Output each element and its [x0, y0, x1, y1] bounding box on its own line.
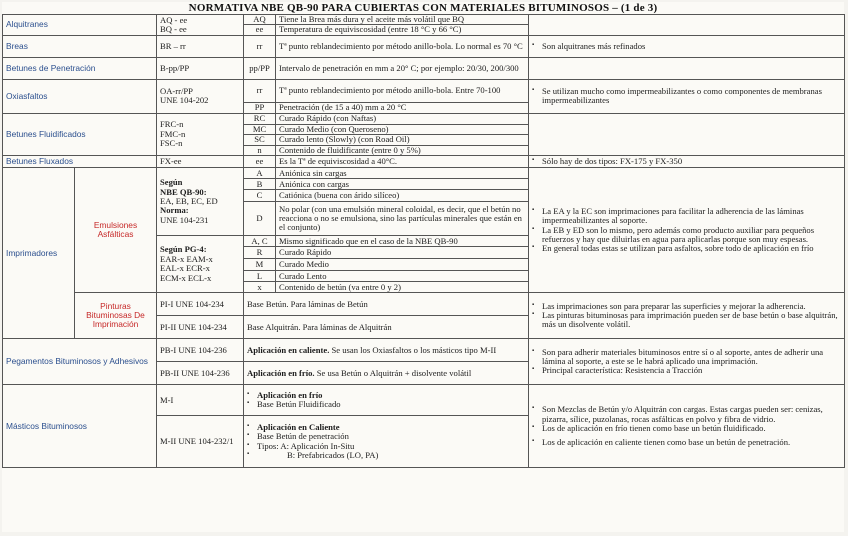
row-fluidificados — [3, 113, 845, 124]
row-betunes-penetracion — [3, 57, 845, 79]
note-item: ▪ Principal característica: Resistencia a Tracción — [532, 366, 841, 375]
description: Contenido de betún (va entre 0 y 2) — [276, 282, 529, 293]
description: Contenido de fluidificante (entre 0 y 5%) — [276, 145, 529, 155]
fluidificados-codes — [157, 113, 244, 155]
symbol: pp/PP — [244, 57, 276, 79]
label: NBE QB-90: — [160, 186, 207, 197]
label: Tipos: — [257, 440, 279, 451]
code: EAL-x ECR-x — [160, 263, 210, 274]
code: FMC-n — [160, 128, 186, 139]
note-item: ▪ Son alquitranes más refinados — [532, 42, 841, 51]
description: No polar (con una emulsión mineral coloidal, es decir, que el betún no reacciona o no se emulsiona, sino las partículas minerales que están en el conjunto) — [276, 202, 529, 236]
note-item: ▪ Se utilizan mucho como impermeabilizantes o como componentes de membranas impermeabilizantes — [532, 87, 841, 106]
list-item: ▪ Base Betún Fluidificado — [247, 400, 525, 409]
description: Curado Rápido — [276, 247, 529, 259]
symbol: SC — [244, 135, 276, 145]
note-item: ▪ La EA y la EC son imprimaciones para facilitar la adherencia de las láminas impermeabilizantes al soporte. — [532, 207, 841, 226]
description: Base Betún. Para láminas de Betún — [244, 293, 529, 316]
description — [244, 362, 529, 385]
oxiasfaltos-codes — [157, 79, 244, 113]
symbol: x — [244, 282, 276, 293]
emulsiones-pg-codes — [157, 236, 244, 293]
description: Aniónica con cargas — [276, 179, 529, 190]
notes — [529, 79, 845, 113]
category-masticos: Másticos Bituminosos — [3, 385, 157, 468]
code: EA, EB, EC, ED — [160, 196, 218, 207]
description: Tiene la Brea más dura y el aceite más volátil que BQ — [276, 15, 529, 25]
symbol: A, C — [244, 236, 276, 247]
note-item: ▪ Sólo hay de dos tipos: FX-175 y FX-350 — [532, 157, 841, 166]
category-oxiasfaltos: Oxiasfaltos — [3, 79, 157, 113]
frio-title: ▪ Aplicación en frío — [247, 391, 525, 400]
code: FRC-n — [160, 119, 184, 130]
symbol: ee — [244, 25, 276, 35]
symbol: B — [244, 179, 276, 190]
symbol: AQ — [244, 15, 276, 25]
code: M-I — [157, 385, 244, 416]
row-emulsiones-qb — [3, 168, 845, 179]
symbol: A — [244, 168, 276, 179]
subcategory-pinturas: Pinturas Bituminosas De Imprimación — [75, 293, 157, 339]
code: BR – rr — [157, 35, 244, 57]
note-item: ▪ Los de aplicación en caliente tienen como base un betún de penetración. — [532, 438, 841, 447]
notes — [529, 293, 845, 339]
description: Tª punto reblandecimiento por método anillo-bola. Entre 70-100 — [276, 79, 529, 102]
row-alquitranes — [3, 15, 845, 25]
list-item: ▪ Base Betún de penetración — [247, 432, 525, 441]
code: EAR-x EAM-x — [160, 253, 213, 264]
category-fluxados: Betunes Fluxados — [3, 156, 157, 168]
alquitranes-codes — [157, 15, 244, 36]
code: M-II UNE 104-232/1 — [157, 416, 244, 468]
description: Catiónica (buena con árido silíceo) — [276, 190, 529, 202]
symbol: MC — [244, 124, 276, 134]
text: Se usan los Oxiasfaltos o los másticos tipo M-II — [329, 344, 497, 355]
label: Aplicación en caliente. — [247, 344, 330, 355]
notes — [529, 385, 845, 468]
page-title: NORMATIVA NBE QB-90 PARA CUBIERTAS CON MATERIALES BITUMINOSOS – (1 de 3) — [188, 2, 658, 14]
note-item: ▪ Las pinturas bituminosas para imprimación pueden ser de base betún o base alquitrán, más un disolvente volátil. — [532, 311, 841, 330]
notes-empty — [529, 15, 845, 36]
symbol: D — [244, 202, 276, 236]
row-fluxados — [3, 156, 845, 168]
note-item: ▪ En general todas estas se utilizan para asfaltos, sobre todo de aplicación en frío — [532, 244, 841, 253]
description: Es la Tª de equiviscosidad a 40°C. — [276, 156, 529, 168]
document-page — [2, 2, 844, 532]
category-fluidificados: Betunes Fluidificados — [3, 113, 157, 155]
code: PB-II UNE 104-236 — [157, 362, 244, 385]
row-pinturas — [3, 293, 845, 316]
description: Base Alquitrán. Para láminas de Alquitrán — [244, 316, 529, 339]
note-item: ▪ Son Mezclas de Betún y/o Alquitrán con cargas. Estas cargas pueden ser: cenizas, pizarra, sílice, puzolanas, rocas asfálticas en polvo y fibra de vidrio. — [532, 405, 841, 424]
label: Según PG-4: — [160, 244, 207, 255]
code: FSC-n — [160, 138, 183, 149]
notes-empty — [529, 113, 845, 155]
caliente-title: ▪ Aplicación en Caliente — [247, 423, 525, 432]
row-masticos — [3, 385, 845, 416]
code-norma: UNE 104-202 — [160, 95, 209, 106]
description: Curado Medio — [276, 259, 529, 271]
symbol: PP — [244, 102, 276, 113]
code-aq: AQ - ee — [160, 14, 188, 25]
symbol: n — [244, 145, 276, 155]
subcategory-emulsiones: Emulsiones Asfálticas — [75, 168, 157, 293]
symbol: C — [244, 190, 276, 202]
note-item: ▪ Los de aplicación en frío tienen como base un betún fluidificado. — [532, 424, 841, 433]
normativa-table — [2, 14, 845, 468]
symbol: rr — [244, 79, 276, 102]
description: Curado Rápido (con Naftas) — [276, 113, 529, 124]
category-imprimadores: Imprimadores — [3, 168, 75, 339]
notes — [529, 168, 845, 293]
code: B-pp/PP — [157, 57, 244, 79]
code-bq: BQ - ee — [160, 23, 187, 34]
symbol: R — [244, 247, 276, 259]
category-alquitranes: Alquitranes — [3, 15, 157, 36]
symbol: rr — [244, 35, 276, 57]
note-item: ▪ Son para adherir materiales bituminosos entre sí o al soporte, antes de adherir una lámina al soporte, a este se le habrá aplicado una imprimación. — [532, 348, 841, 367]
description: Aniónica sin cargas — [276, 168, 529, 179]
notes-empty — [529, 57, 845, 79]
description: Curado lento (Slowly) (con Road Oil) — [276, 135, 529, 145]
text: Se usa Betún o Alquitrán + disolvente volátil — [314, 367, 472, 378]
code: PI-I UNE 104-234 — [157, 293, 244, 316]
row-oxiasfaltos — [3, 79, 845, 102]
code: FX-ee — [157, 156, 244, 168]
row-pegamentos — [3, 339, 845, 362]
description — [244, 416, 529, 468]
notes — [529, 339, 845, 385]
notes — [529, 35, 845, 57]
symbol: ee — [244, 156, 276, 168]
tipo-a: A: Aplicación In-Situ — [280, 440, 355, 451]
category-pegamentos: Pegamentos Bituminosos y Adhesivos — [3, 339, 157, 385]
label: Aplicación en frío. — [247, 367, 315, 378]
category-breas: Breas — [3, 35, 157, 57]
code: PB-I UNE 104-236 — [157, 339, 244, 362]
notes — [529, 156, 845, 168]
description: Mismo significado que en el caso de la NBE QB-90 — [276, 236, 529, 247]
description — [244, 339, 529, 362]
code-norma: UNE 104-231 — [160, 214, 209, 225]
emulsiones-qb-codes — [157, 168, 244, 236]
description: Curado Lento — [276, 271, 529, 282]
note-item: ▪ Las imprimaciones son para preparar las superficies y mejorar la adherencia. — [532, 302, 841, 311]
category-betunes-penetracion: Betunes de Penetración — [3, 57, 157, 79]
description: Intervalo de penetración en mm a 20° C; por ejemplo: 20/30, 200/300 — [276, 57, 529, 79]
label: Norma: — [160, 205, 189, 216]
description: Tª punto reblandecimiento por método anillo-bola. Lo normal es 70 °C — [276, 35, 529, 57]
symbol: L — [244, 271, 276, 282]
code: OA-rr/PP — [160, 85, 193, 96]
description — [244, 385, 529, 416]
tipo-b: B: Prefabricados (LO, PA) — [287, 450, 379, 461]
row-breas — [3, 35, 845, 57]
code: ECM-x ECL-x — [160, 272, 212, 283]
symbol: M — [244, 259, 276, 271]
note-item: ▪ La EB y ED son lo mismo, pero además como producto auxiliar para pequeños refuerzos y hay que diluirlas en agua para aplicarlas porque son muy espesas. — [532, 226, 841, 245]
label: Según — [160, 177, 183, 188]
description: Curado Medio (con Queroseno) — [276, 124, 529, 134]
code: PI-II UNE 104-234 — [157, 316, 244, 339]
list-item — [247, 451, 525, 460]
description: Penetración (de 15 a 40) mm a 20 °C — [276, 102, 529, 113]
description: Temperatura de equiviscosidad (entre 18 °C y 66 °C) — [276, 25, 529, 35]
symbol: RC — [244, 113, 276, 124]
